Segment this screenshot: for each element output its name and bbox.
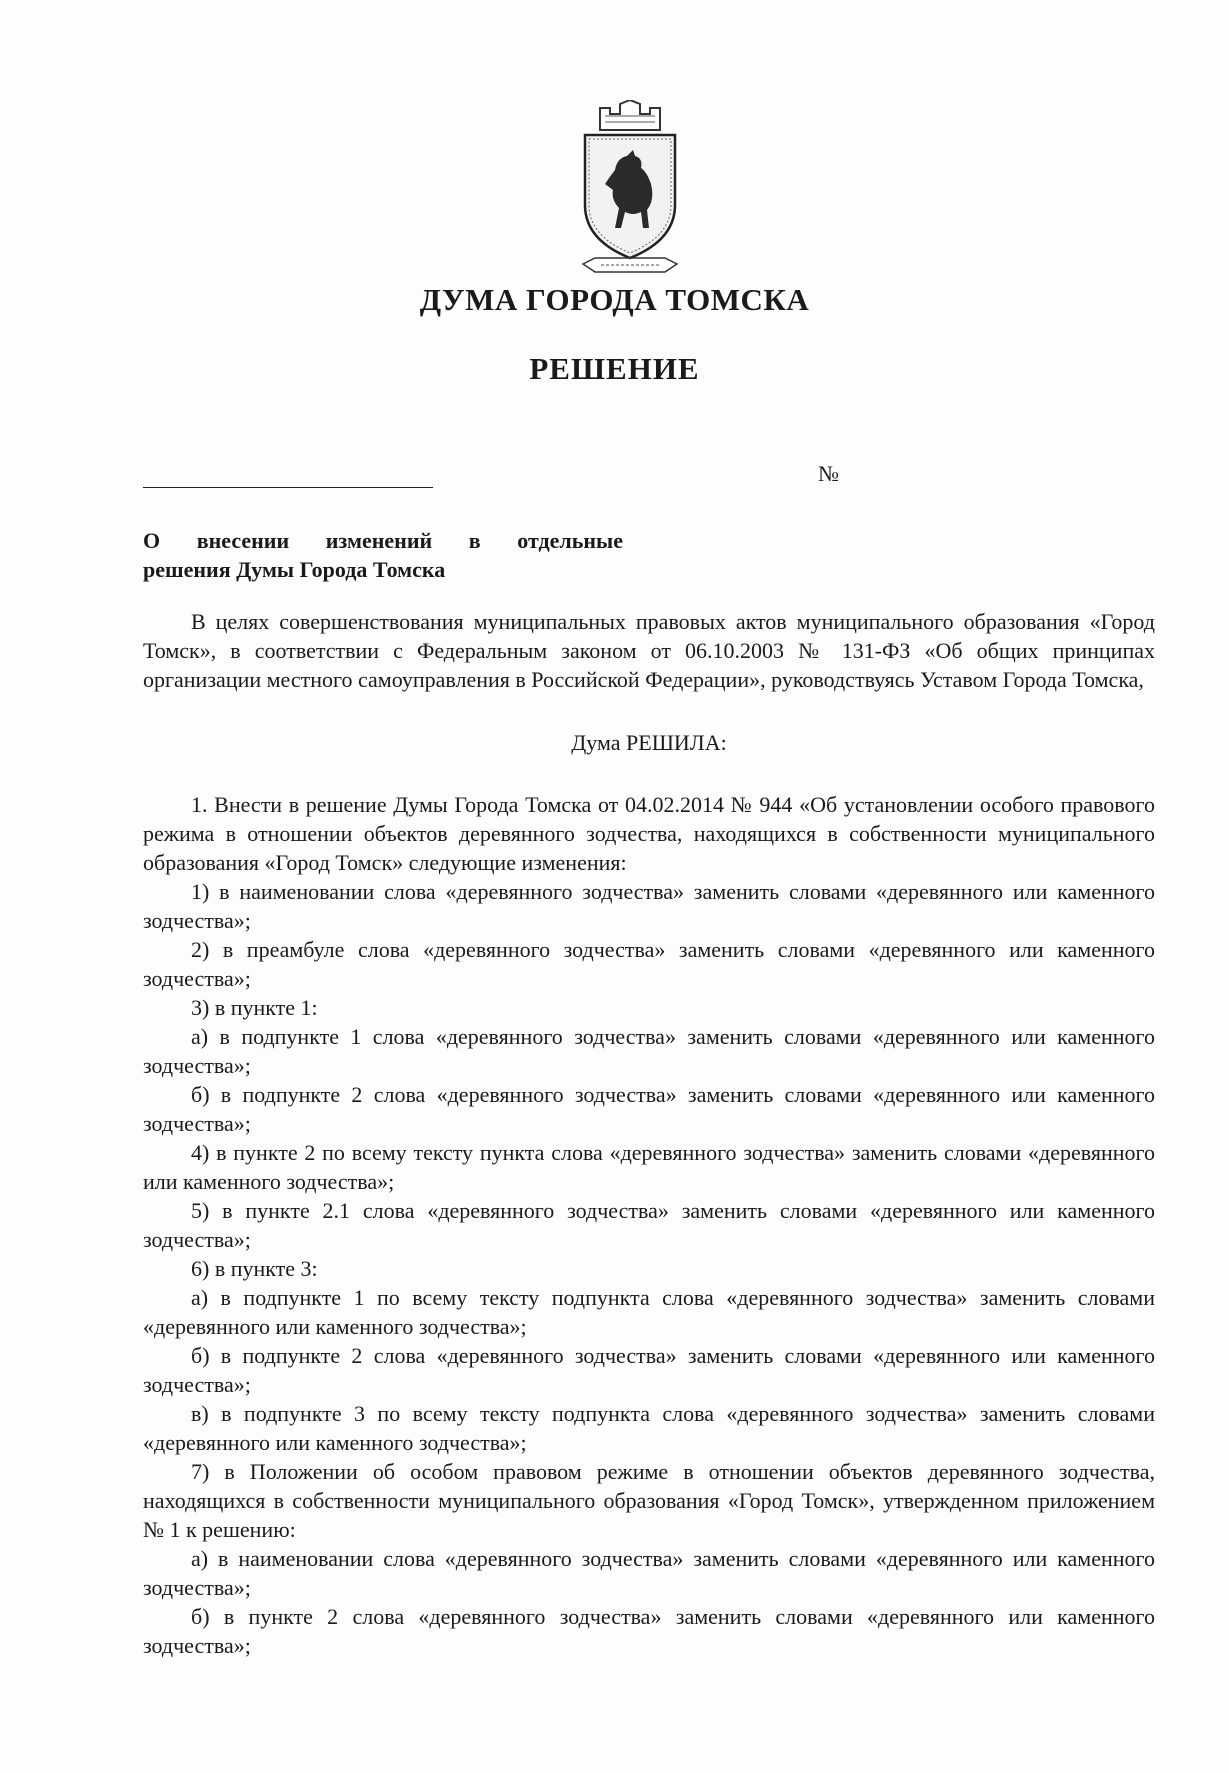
list-item: 5) в пункте 2.1 слова «деревянного зодчества» заменить словами «деревянного или каменного зодчества»; xyxy=(143,1198,1155,1252)
list-item: б) в подпункте 2 слова «деревянного зодчества» заменить словами «деревянного или каменного зодчества»; xyxy=(143,1082,1155,1136)
list-item: 2) в преамбуле слова «деревянного зодчества» заменить словами «деревянного или каменного зодчества»; xyxy=(143,937,1155,991)
list-item: 1. Внести в решение Думы Города Томска от 04.02.2014 № 944 «Об установлении особого правового режима в отношении объектов деревянного зодчества, находящихся в собственности муниципального образования «Город Томск» следующие изменения: xyxy=(143,792,1155,875)
list-item: а) в подпункте 1 слова «деревянного зодчества» заменить словами «деревянного или каменного зодчества»; xyxy=(143,1024,1155,1078)
list-item: 1) в наименовании слова «деревянного зодчества» заменить словами «деревянного или каменного зодчества»; xyxy=(143,879,1155,933)
organization-title: ДУМА ГОРОДА ТОМСКА xyxy=(419,282,810,317)
list-item: а) в наименовании слова «деревянного зодчества» заменить словами «деревянного или каменного зодчества»; xyxy=(143,1546,1155,1600)
list-item: 4) в пункте 2 по всему тексту пункта слова «деревянного зодчества» заменить словами «деревянного или каменного зодчества»; xyxy=(143,1140,1155,1194)
subject-line-2: решения Думы Города Томска xyxy=(143,557,446,582)
list-item: б) в пункте 2 слова «деревянного зодчества» заменить словами «деревянного или каменного зодчества»; xyxy=(143,1604,1155,1658)
list-item: 3) в пункте 1: xyxy=(191,995,318,1020)
list-item: а) в подпункте 1 по всему тексту подпункта слова «деревянного зодчества» заменить словами «деревянного или каменного зодчества»; xyxy=(143,1285,1155,1339)
subject-line-1: О внесении изменений в отдельные xyxy=(143,528,623,553)
list-item: 6) в пункте 3: xyxy=(191,1256,318,1281)
list-item: 7) в Положении об особом правовом режиме в отношении объектов деревянного зодчества, находящихся в собственности муниципального образования «Город Томск», утвержденном приложением № 1 к решению: xyxy=(143,1459,1155,1542)
number-label: № xyxy=(818,461,839,486)
date-blank-line xyxy=(143,487,433,488)
resolved-heading: Дума РЕШИЛА: xyxy=(571,730,727,755)
document-body xyxy=(143,607,1155,1660)
list-item: в) в подпункте 3 по всему тексту подпункта слова «деревянного зодчества» заменить словами «деревянного или каменного зодчества»; xyxy=(143,1401,1155,1455)
tomsk-coat-of-arms-icon xyxy=(575,100,685,280)
document-type-title: РЕШЕНИЕ xyxy=(529,351,700,386)
list-item: б) в подпункте 2 слова «деревянного зодчества» заменить словами «деревянного или каменного зодчества»; xyxy=(143,1343,1155,1397)
document-subject xyxy=(143,526,623,584)
preamble-paragraph: В целях совершенствования муниципальных правовых актов муниципального образования «Город Томск», в соответствии с Федеральным законом от 06.10.2003 № 131-ФЗ «Об общих принципах организации местного самоуправления в Российской Федерации», руководствуясь Уставом Города Томска, xyxy=(143,609,1155,692)
